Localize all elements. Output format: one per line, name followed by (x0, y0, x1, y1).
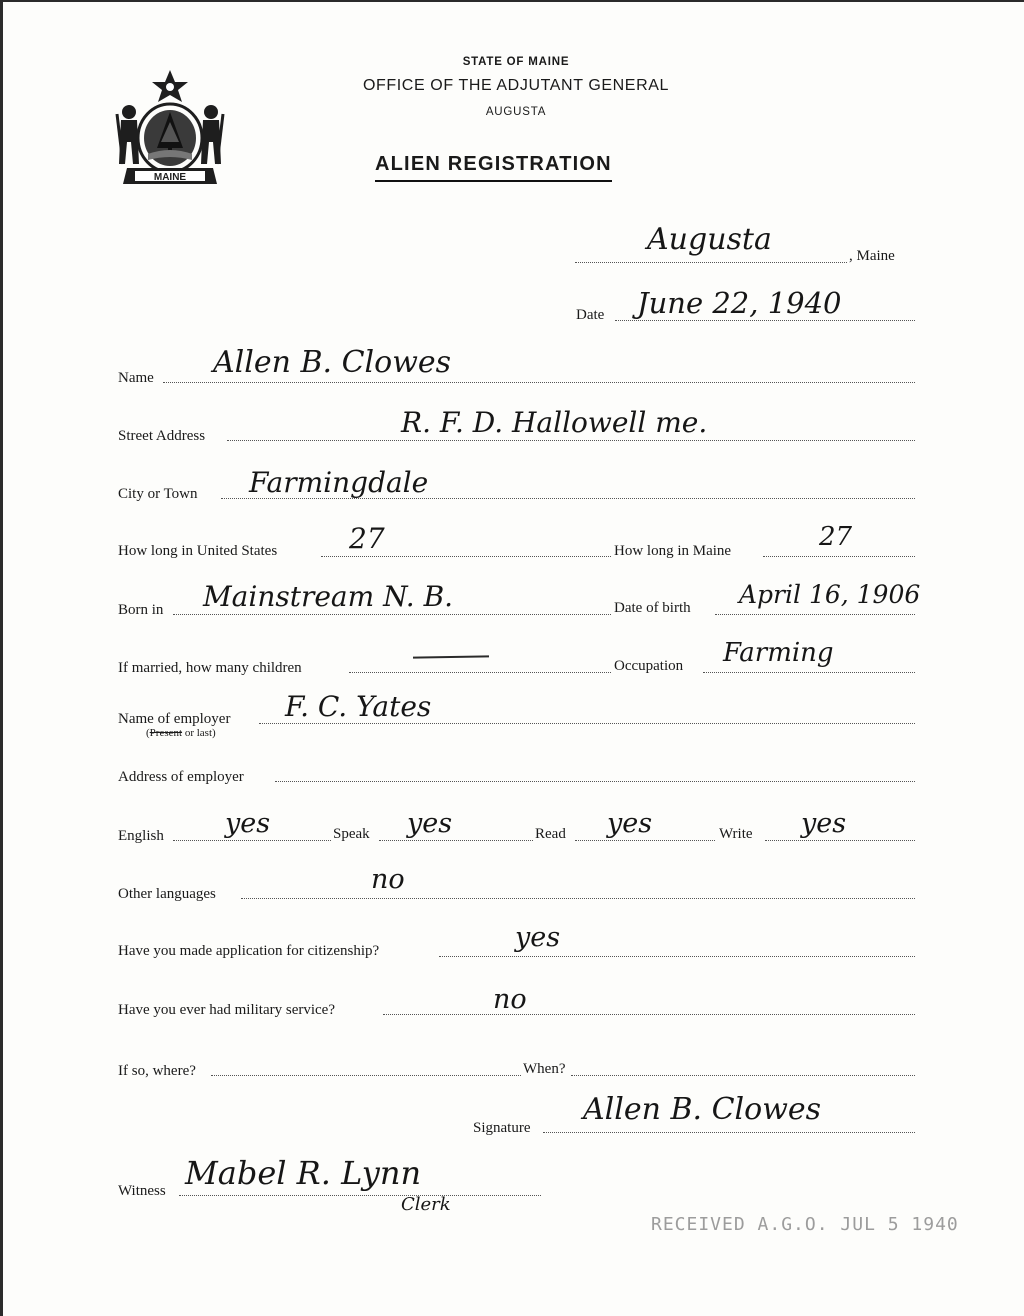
name-label: Name (118, 370, 154, 386)
citizenship-label: Have you made application for citizenship? (118, 943, 380, 959)
name-value: Allen B. Clowes (213, 345, 452, 380)
employer-line (259, 723, 915, 724)
speak-line (379, 840, 533, 841)
date-value: June 22, 1940 (637, 286, 842, 320)
english-label: English (118, 828, 164, 844)
english-line (173, 840, 331, 841)
seal-label: MAINE (153, 172, 187, 183)
employer-sub-rest: or last) (182, 727, 216, 739)
date-of-birth-label: Date of birth (614, 600, 691, 616)
date-of-birth-value: April 16, 1906 (739, 580, 921, 609)
maine-suffix-label: , Maine (849, 248, 895, 264)
how-long-us-value: 27 (349, 522, 385, 555)
other-languages-line (241, 898, 915, 899)
signature-label: Signature (473, 1120, 531, 1136)
write-value: yes (801, 808, 847, 839)
witness-line (179, 1195, 541, 1196)
occupation-label: Occupation (614, 658, 684, 674)
header-state: STATE OF MAINE (462, 56, 570, 68)
street-address-value: R. F. D. Hallowell me. (401, 406, 708, 439)
witness-value: Mabel R. Lynn (185, 1154, 422, 1192)
header-city: AUGUSTA (485, 106, 547, 118)
when-line (571, 1075, 915, 1076)
other-languages-label: Other languages (118, 886, 216, 902)
military-label: Have you ever had military service? (118, 1002, 335, 1018)
married-children-label: If married, how many children (118, 660, 302, 676)
witness-title: Clerk (401, 1194, 451, 1215)
signature-value: Allen B. Clowes (583, 1092, 822, 1127)
write-line (765, 840, 915, 841)
date-of-birth-line (715, 614, 915, 615)
how-long-us-label: How long in United States (118, 543, 278, 559)
employer-sub-struck: Present (149, 727, 183, 739)
occupation-value: Farming (723, 638, 834, 668)
married-children-dash (413, 655, 489, 658)
military-value: no (493, 984, 527, 1015)
date-label: Date (576, 307, 605, 323)
employer-sub-open: ( (146, 727, 150, 739)
employer-address-label: Address of employer (118, 769, 244, 785)
city-value: Farmingdale (249, 466, 429, 499)
when-label: When? (523, 1061, 566, 1077)
other-languages-value: no (371, 864, 405, 895)
speak-label: Speak (333, 826, 370, 842)
employer-address-line (275, 781, 915, 782)
born-in-line (173, 614, 611, 615)
citizenship-value: yes (515, 922, 561, 953)
street-address-label: Street Address (118, 428, 206, 444)
military-line (383, 1014, 915, 1015)
how-long-maine-value: 27 (819, 522, 853, 552)
read-line (575, 840, 715, 841)
employer-value: F. C. Yates (285, 690, 432, 723)
signature-line (543, 1132, 915, 1133)
city-label: City or Town (118, 486, 198, 502)
write-label: Write (719, 826, 753, 842)
born-in-label: Born in (118, 602, 164, 618)
place-line (575, 262, 847, 263)
header-office: OFFICE OF THE ADJUTANT GENERAL (362, 77, 670, 94)
english-value: yes (225, 808, 271, 839)
date-line (615, 320, 915, 321)
received-stamp: RECEIVED A.G.O. JUL 5 1940 (651, 1214, 959, 1235)
how-long-us-line (321, 556, 611, 557)
employer-sublabel (146, 727, 216, 739)
witness-label: Witness (118, 1183, 166, 1199)
read-value: yes (607, 808, 653, 839)
how-long-maine-label: How long in Maine (614, 543, 732, 559)
form-title: ALIEN REGISTRATION (375, 153, 612, 182)
maine-state-seal (113, 68, 227, 190)
citizenship-line (439, 956, 915, 957)
married-children-line (349, 672, 611, 673)
where-label: If so, where? (118, 1063, 196, 1079)
street-address-line (227, 440, 915, 441)
born-in-value: Mainstream N. B. (203, 580, 454, 613)
how-long-maine-line (763, 556, 915, 557)
where-line (211, 1075, 521, 1076)
occupation-line (703, 672, 915, 673)
place-value: Augusta (647, 222, 772, 257)
speak-value: yes (407, 808, 453, 839)
read-label: Read (535, 826, 566, 842)
name-line (163, 382, 915, 383)
employer-label: Name of employer (118, 711, 231, 727)
